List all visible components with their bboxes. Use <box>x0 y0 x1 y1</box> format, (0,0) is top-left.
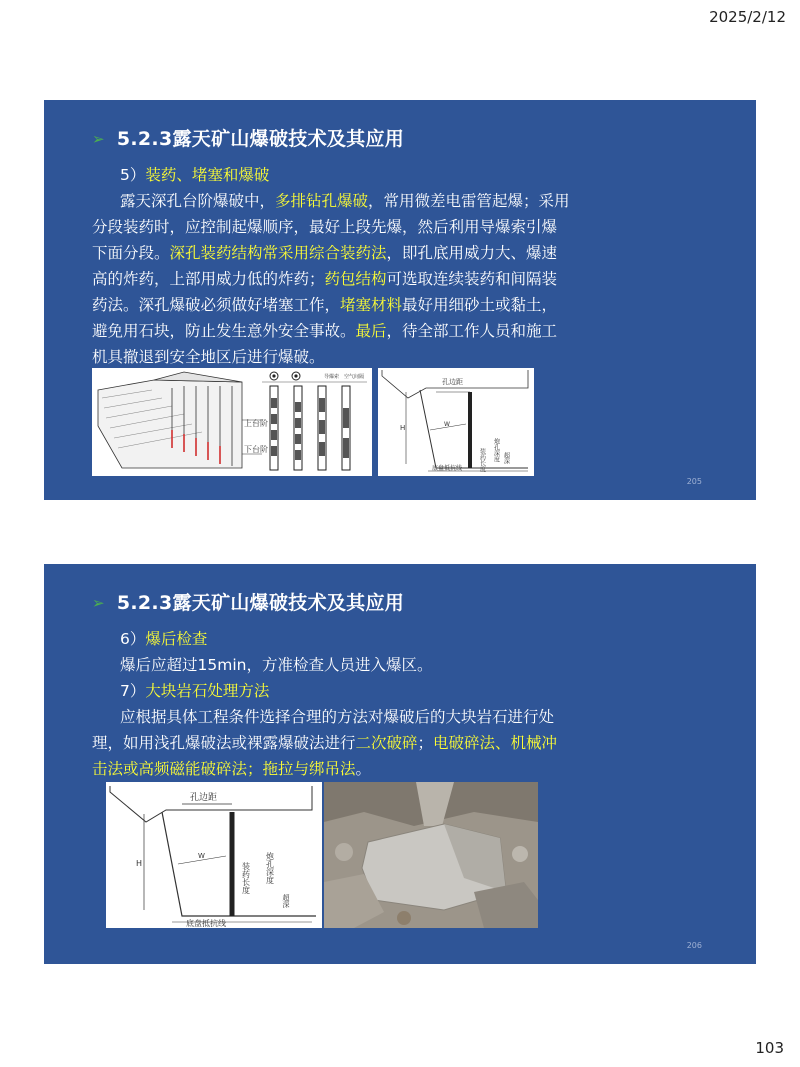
section-heading <box>92 162 572 188</box>
highlight-run: 电破碎法、机械冲击法或高频磁能破碎法；拖拉与绑吊法 <box>92 734 558 778</box>
charge-length-label: 装药长度 <box>478 448 486 472</box>
section-heading <box>92 626 572 652</box>
slide-title-text: 5.2.3露天矿山爆破技术及其应用 <box>116 592 405 614</box>
slide-body <box>92 626 572 782</box>
slide-205 <box>44 100 756 500</box>
slide-title <box>92 124 404 151</box>
slide-title-text: 5.2.3露天矿山爆破技术及其应用 <box>116 128 405 150</box>
section-heading <box>92 678 572 704</box>
lower-bench-label: 下台阶 <box>244 445 268 454</box>
arrow-bullet-icon: ➢ <box>92 130 105 148</box>
heading-highlight: 大块岩石处理方法 <box>145 682 270 700</box>
slide-number: 205 <box>686 477 702 486</box>
text-run: ，即孔底用威力大、爆速高的炸药，上部用威力低的炸药； <box>92 244 558 288</box>
highlight-run: 深孔装药结构常采用综合装药法 <box>169 244 387 262</box>
paragraph <box>92 188 572 370</box>
slide-title <box>92 588 404 615</box>
heading-highlight: 爆后检查 <box>145 630 208 648</box>
hole-section-figure <box>378 368 534 476</box>
upper-bench-label: 上台阶 <box>244 419 268 428</box>
subdrill-label: 超深 <box>282 894 290 908</box>
paragraph: 爆后应超过15min，方准检查人员进入爆区。 <box>120 656 433 674</box>
arrow-bullet-icon: ➢ <box>92 594 105 612</box>
highlight-run: 二次破碎 <box>355 734 418 752</box>
text-run: ，待全部工作人员和施工机具撤退到安全地区后进行爆破。 <box>92 322 558 366</box>
hole-distance-label: 孔边距 <box>442 378 463 386</box>
text-run: 。 <box>355 760 372 778</box>
highlight-run: 最后 <box>355 322 387 340</box>
text-run: ； <box>417 734 434 752</box>
heading-highlight: 装药、堵塞和爆破 <box>145 166 270 184</box>
height-h-label: H <box>400 424 406 432</box>
slide-206 <box>44 564 756 964</box>
bench-blasting-figure <box>92 368 372 476</box>
text-run: 应根据具体工程条件选择合理的方法对爆破后的大块岩石进行处理，如用浅孔爆破法或裸露爆破法进行 <box>92 708 555 752</box>
highlight-run: 药包结构 <box>324 270 387 288</box>
toe-burden-label: 底盘抵抗线 <box>432 465 463 472</box>
page-date: 2025/2/12 <box>709 8 786 26</box>
paragraph <box>92 704 572 782</box>
hole-section-figure-large <box>106 782 322 928</box>
toe-burden-label: 底盘抵抗线 <box>186 919 226 928</box>
detonator-label: 导爆索 <box>324 374 340 380</box>
text-run: 可选取连续装药和间隔装药法。深孔爆破必须做好堵塞工作， <box>92 270 558 314</box>
highlight-run: 堵塞材料 <box>340 296 403 314</box>
text-run: 露天深孔台阶爆破中， <box>120 192 276 210</box>
page-number: 103 <box>755 1039 784 1057</box>
boulder-breaking-photo <box>324 782 538 928</box>
hole-depth-label: 炮孔深度 <box>492 438 500 462</box>
charge-length-label: 装药长度 <box>241 862 251 894</box>
height-h-label: H <box>136 859 143 868</box>
hole-distance-label: 孔边距 <box>190 793 218 803</box>
subdrill-label: 超深 <box>502 452 510 464</box>
air-gap-label: 空气间隔 <box>344 374 365 380</box>
heading-number: 6） <box>120 630 146 648</box>
heading-number: 7） <box>120 682 146 700</box>
burden-w-label: W <box>444 421 450 428</box>
heading-number: 5） <box>120 166 146 184</box>
text-run: ，常用微差电雷管起爆；采用分段装药时，应控制起爆顺序，最好上段先爆，然后利用导爆索引爆下面分段。 <box>92 192 570 262</box>
slide-body <box>92 162 572 370</box>
text-run: 最好用细砂土或黏土，避免用石块，防止发生意外安全事故。 <box>92 296 558 340</box>
slide-number: 206 <box>686 941 702 950</box>
hole-depth-label: 炮孔深度 <box>265 852 275 884</box>
burden-w-label: W <box>198 852 205 860</box>
highlight-run: 多排钻孔爆破 <box>275 192 369 210</box>
